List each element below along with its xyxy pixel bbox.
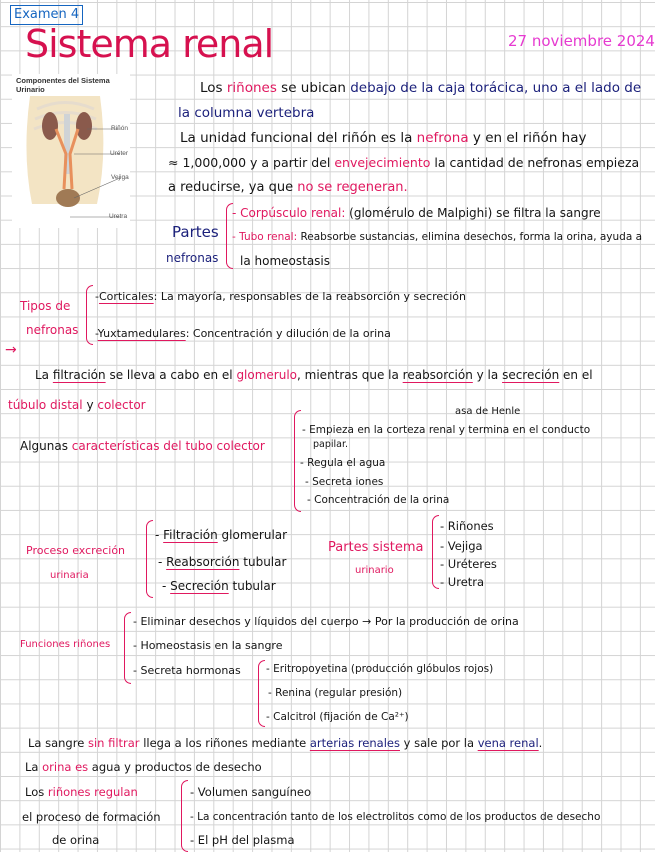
text-segment: tubular (239, 555, 287, 569)
note-line (178, 105, 314, 121)
text-segment: y la (472, 368, 503, 382)
text-segment: - Eritropoyetina (producción glóbulos rojos) (266, 663, 494, 675)
text-segment: - Volumen sanguíneo (190, 785, 312, 799)
brace (432, 515, 439, 589)
text-segment: - Concentración de la orina (307, 494, 450, 506)
text-segment: , mientras que la (297, 368, 403, 382)
note-line (25, 784, 138, 800)
note-line (305, 474, 383, 490)
text-segment: nefrona (416, 130, 469, 146)
text-segment: La sangre (28, 736, 88, 750)
text-segment: envejecimiento (334, 155, 431, 170)
text-segment: Partes sistema (328, 540, 424, 555)
arrow-icon: → (5, 342, 17, 358)
note-line (133, 614, 519, 630)
text-segment: - Riñones (440, 519, 494, 533)
underlined-term: vena renal (477, 736, 539, 750)
underlined-term: filtración (52, 368, 106, 382)
text-segment: Los (200, 80, 227, 96)
note-line (190, 809, 600, 825)
note-line (28, 735, 542, 751)
brace (124, 612, 131, 684)
text-segment: - Eliminar desechos y líquidos del cuerpo → Por la producción de orina (133, 615, 519, 628)
text-segment: urinaria (50, 570, 89, 581)
text-segment: riñones regulan (47, 785, 138, 799)
brace (146, 520, 153, 598)
text-segment: La unidad funcional del riñón es la (180, 130, 417, 146)
underlined-term: reabsorción (402, 368, 473, 382)
text-segment: - Renina (regular presión) (268, 687, 403, 699)
text-segment: la cantidad de nefronas empieza (430, 155, 640, 170)
note-line (22, 809, 161, 825)
text-segment: y en el riñón hay (468, 130, 587, 146)
text-segment: - Uréteres (440, 557, 497, 571)
underlined-term: Reabsorción (166, 555, 240, 569)
tipos-label: Tipos de (20, 299, 71, 313)
text-segment: de orina (52, 833, 100, 847)
text-segment: La (25, 760, 43, 774)
note-line (168, 180, 408, 196)
text-segment: riñones (226, 80, 277, 96)
note-line (266, 661, 493, 677)
brace (181, 780, 188, 852)
underlined-term: secreción (502, 368, 560, 382)
text-segment: la columna vertebra (178, 105, 315, 121)
note-line (313, 437, 348, 453)
note-line (268, 685, 402, 701)
note-line (328, 540, 423, 556)
text-segment: el proceso de formación (22, 810, 161, 824)
text-segment: en el (559, 368, 593, 382)
text-segment: túbulo distal (8, 398, 83, 412)
note-line (240, 253, 330, 269)
underlined-term: Yuxtamedulares (97, 327, 186, 340)
text-segment: - Uretra (440, 575, 485, 589)
text-segment: y sale por la (399, 736, 478, 750)
text-segment: glomerular (217, 528, 288, 542)
partes-label: Partes (172, 223, 219, 241)
text-segment: Proceso excreción (26, 544, 126, 557)
text-segment: tubular (228, 579, 276, 593)
text-segment: - (95, 327, 98, 340)
text-segment: no se regeneran. (297, 180, 408, 195)
note-line (20, 637, 110, 653)
text-segment: Los (25, 785, 48, 799)
note-line (20, 438, 265, 454)
underlined-term: Filtración (163, 528, 218, 542)
text-segment: asa de Henle (455, 406, 521, 417)
text-segment: glomerulo (236, 368, 298, 382)
text-segment: Reabsorbe sustancias, elimina desechos, forma la orina, ayuda a (297, 231, 643, 243)
text-segment: - (95, 290, 99, 303)
note-line (190, 832, 295, 848)
note-line (232, 205, 601, 221)
underlined-term: Corticales (98, 290, 154, 303)
text-segment: : La mayoría, responsables de la reabsorción y secreción (153, 290, 466, 303)
label-uretra: Uretra (109, 213, 128, 220)
text-segment: orina es (42, 760, 89, 774)
note-line (35, 367, 593, 383)
note-line (25, 759, 262, 775)
note-line (300, 455, 385, 471)
text-segment: . (538, 736, 543, 750)
note-line (95, 289, 466, 305)
text-segment: - La concentración tanto de los electrolitos como de los productos de desecho (190, 811, 601, 823)
nefronas-label: nefronas (166, 251, 219, 265)
figure-caption: Componentes del Sistema Urinario (16, 76, 110, 94)
date: 27 noviembre 2024 (508, 32, 655, 50)
text-segment: - Corpúsculo renal: (232, 206, 346, 220)
underlined-term: arterias renales (309, 736, 400, 750)
page-title: Sistema renal (25, 22, 274, 66)
note-line (232, 229, 642, 245)
text-segment: - Homeostasis en la sangre (133, 639, 283, 652)
text-segment: se ubican (276, 80, 351, 96)
text-segment: La (35, 368, 53, 382)
underlined-term: Secreción (170, 579, 229, 593)
text-segment: sin filtrar (87, 736, 140, 750)
note-line (440, 556, 497, 572)
text-segment: - El pH del plasma (190, 833, 295, 847)
note-line (302, 422, 590, 438)
text-segment: : Concentración y dilución de la orina (185, 327, 391, 340)
text-segment: - Regula el agua (300, 457, 386, 469)
text-segment: - Tubo renal: (232, 231, 298, 243)
text-segment: Algunas (20, 439, 72, 453)
note-line (180, 130, 586, 146)
note-line (8, 397, 146, 413)
text-segment: - (162, 579, 171, 593)
note-line (440, 518, 494, 534)
text-segment: la homeostasis (240, 254, 331, 268)
note-line (133, 638, 282, 654)
note-line (307, 492, 449, 508)
note-line (133, 663, 241, 679)
text-segment: se lleva a cabo en el (105, 368, 237, 382)
exam-tag: Examen 4 (10, 5, 83, 25)
text-segment: - Vejiga (440, 539, 483, 553)
note-line (200, 80, 641, 96)
text-segment: Funciones riñones (20, 639, 111, 650)
brace (86, 285, 93, 345)
urinary-system-figure (12, 74, 130, 228)
text-segment: y (82, 398, 98, 412)
label-vejiga: Vejiga (111, 174, 129, 181)
text-segment: - (158, 555, 167, 569)
label-ureter: Uréter (110, 150, 129, 157)
note-line (168, 155, 639, 171)
text-segment: características del tubo colector (71, 439, 265, 453)
note-line (440, 574, 484, 590)
text-segment: colector (97, 398, 146, 412)
note-line (355, 563, 394, 579)
text-segment: - Empieza en la corteza renal y termina en el conducto (302, 424, 591, 436)
text-segment: - Calcitrol (fijación de Ca²⁺) (266, 711, 409, 723)
label-rinon: Riñón (111, 125, 128, 132)
note-annotation (455, 404, 520, 420)
text-segment: (glomérulo de Malpighi) se filtra la sangre (345, 206, 601, 220)
note-line (266, 709, 409, 725)
text-segment: debajo de la caja torácica, uno a el lado de (350, 80, 642, 96)
text-segment: papilar. (313, 439, 349, 450)
text-segment: - Secreta hormonas (133, 664, 241, 677)
note-line (162, 578, 276, 594)
note-line (155, 527, 287, 543)
text-segment: agua y productos de desecho (88, 760, 262, 774)
note-line (440, 538, 483, 554)
text-segment: - Secreta iones (305, 476, 384, 488)
note-line (52, 832, 99, 848)
text-segment: ≈ 1,000,000 y a partir del (168, 155, 335, 170)
tipos-label-2: nefronas (26, 323, 79, 337)
note-line (190, 784, 311, 800)
note-line (50, 568, 89, 584)
note-line (95, 326, 391, 342)
text-segment: urinario (355, 565, 394, 576)
note-line (158, 554, 286, 570)
brace (258, 660, 265, 727)
text-segment: llega a los riñones mediante (139, 736, 310, 750)
text-segment: a reducirse, ya que (168, 180, 298, 195)
text-segment: - (155, 528, 164, 542)
note-line (26, 543, 125, 559)
